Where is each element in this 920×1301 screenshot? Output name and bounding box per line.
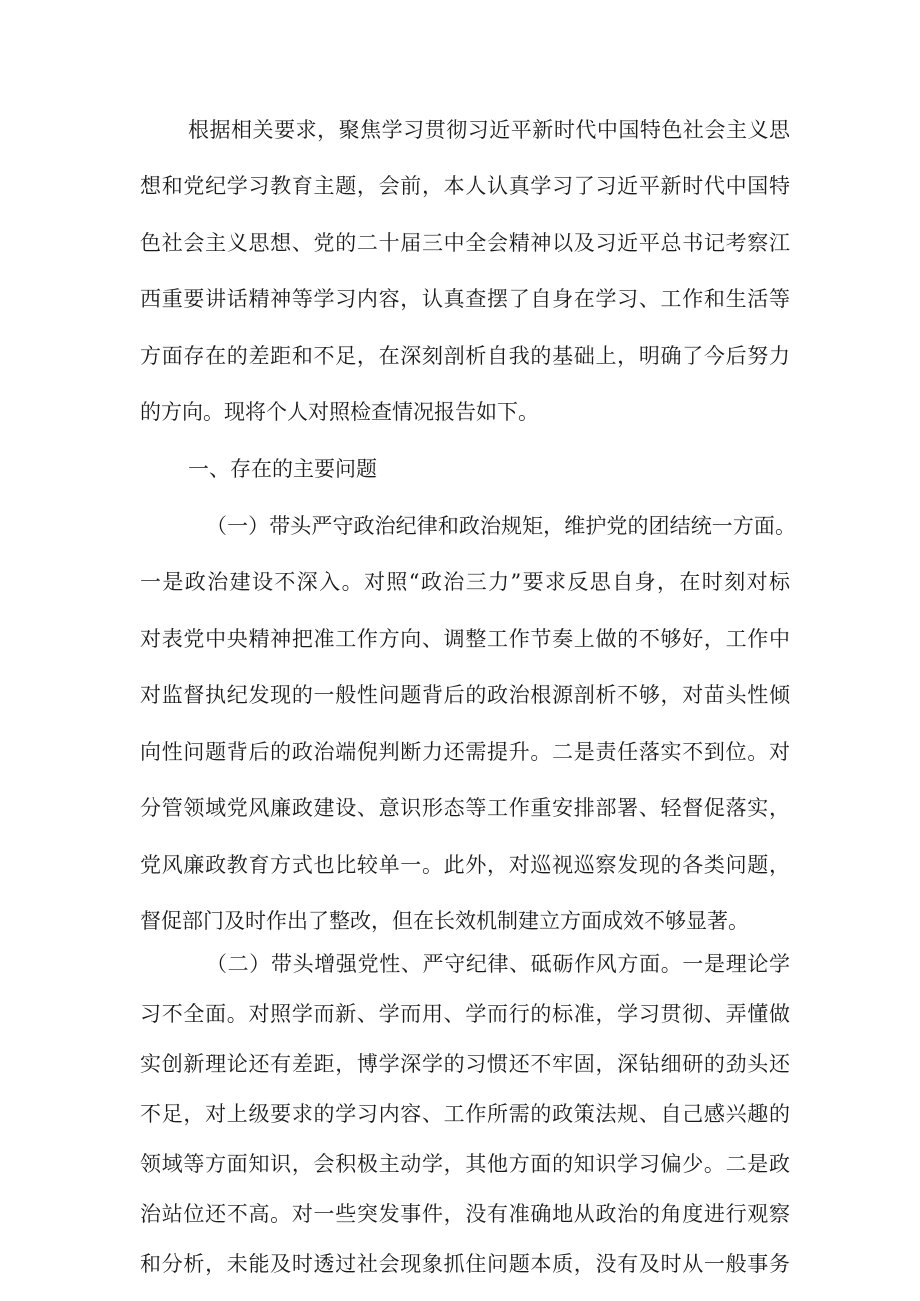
subsection-1-heading: （一）带头严守政治纪律和政治规矩，维护党的团结统一方面。: [206, 514, 796, 538]
section-heading: 一、存在的主要问题: [188, 457, 377, 481]
subsection-2-line-2: 习不全面。对照学而新、学而用、学而行的标准，学习贯彻、弄懂做: [140, 1002, 790, 1026]
subsection-2-line-7: 和分析，未能及时透过社会现象抓住问题本质，没有及时从一般事务: [140, 1252, 790, 1276]
subsection-1-line-8: 督促部门及时作出了整改，但在长效机制建立方面成效不够显著。: [140, 909, 749, 933]
intro-line-5: 方面存在的差距和不足，在深刻剖析自我的基础上，明确了今后努力: [140, 344, 790, 368]
subsection-1-line-7: 党风廉政教育方式也比较单一。此外，对巡视巡察发现的各类问题，: [140, 853, 790, 877]
intro-line-4: 西重要讲话精神等学习内容，认真查摆了自身在学习、工作和生活等: [140, 287, 790, 311]
subsection-2-line-5: 领域等方面知识，会积极主动学，其他方面的知识学习偏少。二是政: [140, 1152, 790, 1176]
subsection-2-line-4: 不足，对上级要求的学习内容、工作所需的政策法规、自己感兴趣的: [140, 1102, 790, 1126]
subsection-2-line-6: 治站位还不高。对一些突发事件，没有准确地从政治的角度进行观察: [140, 1202, 790, 1226]
subsection-2-line-3: 实创新理论还有差距，博学深学的习惯还不牢固，深钻细研的劲头还: [140, 1052, 790, 1076]
subsection-1-line-2: 一是政治建设不深入。对照“政治三力”要求反思自身，在时刻对标: [140, 570, 790, 594]
subsection-2-heading: （二）带头增强党性、严守纪律、砥砺作风方面。一是理论学: [206, 952, 790, 976]
intro-line-6: 的方向。现将个人对照检查情况报告如下。: [140, 400, 539, 424]
subsection-1-line-6: 分管领域党风廉政建设、意识形态等工作重安排部署、轻督促落实，: [140, 796, 790, 820]
intro-line-1: 根据相关要求，聚焦学习贯彻习近平新时代中国特色社会主义思: [188, 118, 790, 142]
subsection-1-line-3: 对表党中央精神把准工作方向、调整工作节奏上做的不够好，工作中: [140, 627, 790, 651]
intro-line-2: 想和党纪学习教育主题，会前，本人认真学习了习近平新时代中国特: [140, 174, 790, 198]
intro-line-3: 色社会主义思想、党的二十届三中全会精神以及习近平总书记考察江: [140, 231, 790, 255]
subsection-1-line-5: 向性问题背后的政治端倪判断力还需提升。二是责任落实不到位。对: [140, 740, 790, 764]
subsection-1-line-4: 对监督执纪发现的一般性问题背后的政治根源剖析不够，对苗头性倾: [140, 683, 790, 707]
